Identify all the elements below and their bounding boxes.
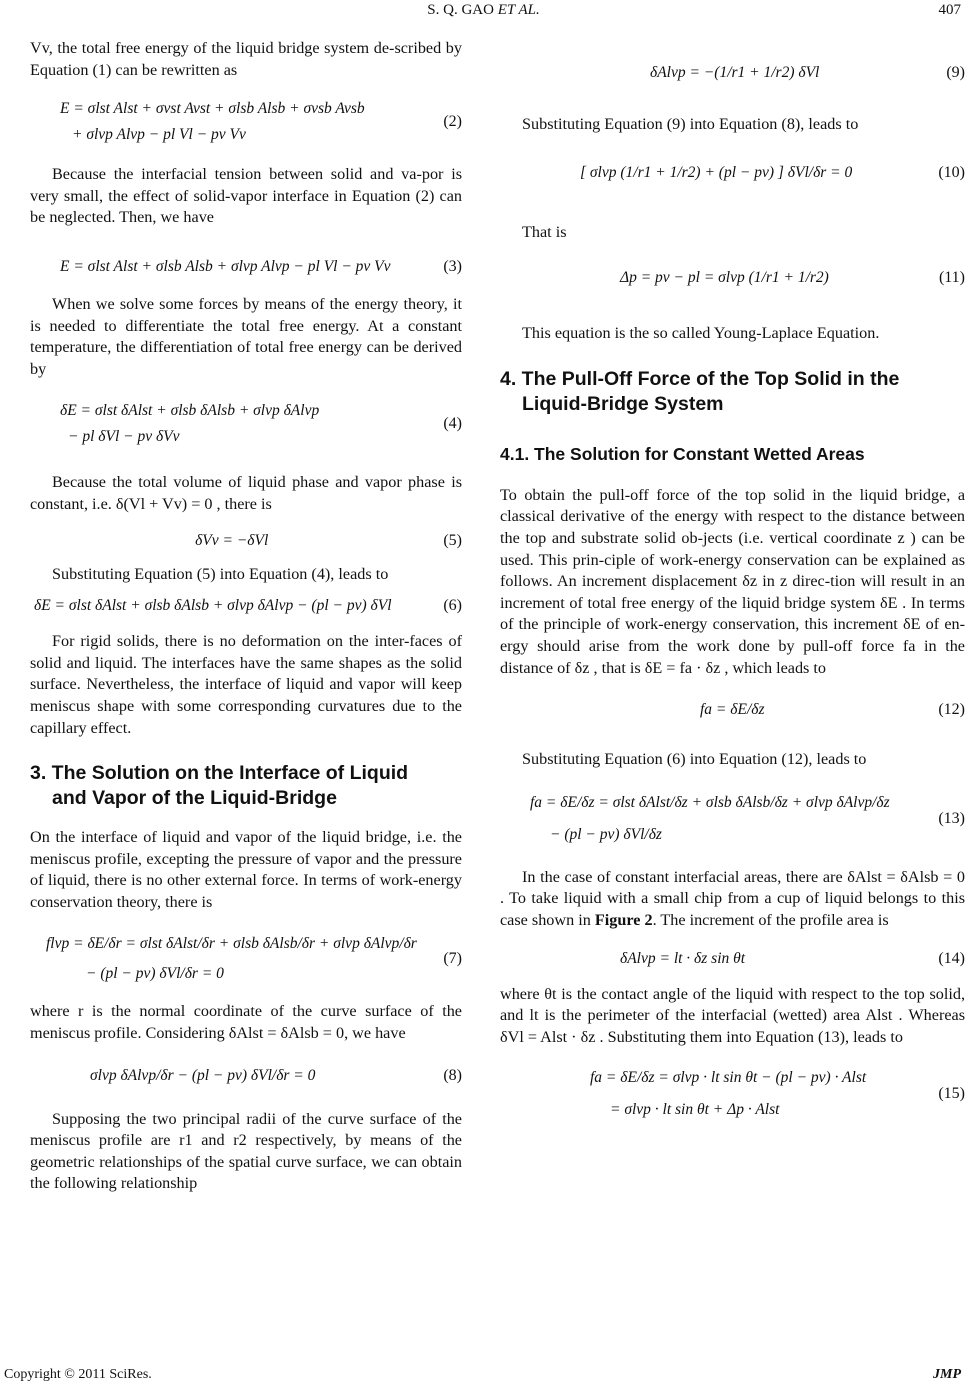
case-text: In the case of constant interfacial areas, there are δAlst = δAlsb = 0 . To take liquid with a small chip from a cup of liquid belongs to this case shown in: [500, 867, 965, 929]
eq8-number: (8): [443, 1066, 462, 1084]
eq7-number: (7): [443, 950, 462, 968]
para-constant-areas: [500, 867, 965, 932]
section-heading-3: [30, 761, 462, 811]
eq11-number: (11): [938, 269, 965, 287]
eq7-line2: − (pl − pv) δVl/δr = 0: [86, 965, 224, 983]
eq13-line2: − (pl − pv) δVl/δz: [550, 825, 662, 843]
eq15-line2: = σlvp · lt sin θt + Δp · Alst: [610, 1101, 780, 1119]
eq4-number: (4): [443, 415, 462, 433]
eq14-number: (14): [938, 949, 965, 967]
equation-3: [30, 254, 462, 280]
eq14-text: δAlvp = lt · δz sin θt: [620, 949, 746, 967]
equation-10: [500, 160, 965, 186]
eq15-line1: fa = δE/δz = σlvp · lt sin θt − (pl − pv) · Alst: [590, 1069, 867, 1087]
para-subst-5-4: Substituting Equation (5) into Equation (4), leads to: [52, 564, 389, 583]
para-subst-9-8: Substituting Equation (9) into Equation (8), leads to: [522, 115, 859, 133]
left-column: [30, 38, 462, 1195]
para-intro: Vv, the total free energy of the liquid bridge system de-scribed by Equation (1) can be rewritten as: [30, 39, 462, 79]
eq11-text: Δp = pv − pl = σlvp (1/r1 + 1/r2): [620, 269, 829, 287]
eq4-line1: δE = σlst δAlst + σlsb δAlsb + σlvp δAlvp: [60, 402, 320, 420]
eq9-text: δAlvp = −(1/r1 + 1/r2) δVl: [650, 64, 820, 81]
footer-journal: JMP: [933, 1367, 961, 1382]
subsection-heading-4-1: 4.1. The Solution for Constant Wetted Areas: [500, 443, 865, 464]
para-when: When we solve some forces by means of the energy theory, it is needed to differentiate the total free energy. At a constant temperature, the differentiation of total free energy can be derived by: [30, 294, 462, 378]
eq6-number: (6): [443, 597, 462, 615]
page-number: 407: [938, 2, 961, 18]
equation-15: [500, 1062, 965, 1126]
eq7-line1: flvp = δE/δr = σlst δAlst/δr + σlsb δAlsb/δr + σlvp δAlvp/δr: [46, 935, 417, 953]
running-header: [0, 2, 967, 19]
eq2-line1: E = σlst Alst + σvst Avst + σlsb Alsb + σvsb Avsb: [60, 100, 365, 118]
eq4-line2: − pl δVl − pv δVv: [68, 428, 180, 446]
para-subst-6-12: Substituting Equation (6) into Equation (12), leads to: [522, 750, 867, 769]
para-where-theta: where θt is the contact angle of the liquid with respect to the top solid, and lt is the perimeter of the interfacial (wetted) area Alst . Whereas δVl = Alst · δz . Substituting them into Equation (13), leads to: [500, 984, 965, 1046]
equation-4: [30, 398, 462, 450]
heading3-line1: 3. The Solution on the Interface of Liquid: [30, 762, 409, 785]
eq9-number: (9): [946, 64, 965, 81]
eq5-number: (5): [443, 531, 462, 549]
para-obtain: To obtain the pull-off force of the top solid in the liquid bridge, a classical derivative of the energy with respect to the distance between the top and substrate solid ob-jects (i.e. vertical coordinate z ) can be used. This prin-ciple of work-energy conservation can be explained as follows. An increment displacement δz in z direc-tion will result in an increment of total free energy of the liquid bridge system δE . In terms of the principle of work-energy conservation, this increment δE of en-ergy should arise from the work done by pull-off force fa in the distance of δz , that is δE = fa · δz , which leads to: [500, 485, 965, 677]
equation-9: [500, 60, 965, 86]
header-authors: S. Q. GAO: [427, 2, 494, 18]
eq3-number: (3): [443, 257, 462, 275]
equation-11: [500, 265, 965, 291]
eq10-number: (10): [938, 163, 965, 181]
figure-2-link[interactable]: Figure 2: [594, 910, 653, 929]
para-rigid: For rigid solids, there is no deformation on the inter-faces of solid and liquid. The interfaces have the same shapes as the solid surface. Nevertheless, the interface of liquid and vapor will keep meniscus shape with some corresponding curvatures due to the capillary effect.: [30, 632, 462, 737]
para-where-r: where r is the normal coordinate of the curve surface of the meniscus profile. Considering δAlst = δAlsb = 0, we have: [30, 1002, 462, 1043]
equation-7: [30, 929, 462, 989]
eq6-text: δE = σlst δAlst + σlsb δAlsb + σlvp δAlvp − (pl − pv) δVl: [34, 597, 392, 615]
equation-5: [30, 528, 462, 554]
eq13-line1: fa = δE/δz = σlst δAlst/δz + σlsb δAlsb/δz + σlvp δAlvp/δz: [530, 793, 890, 811]
right-column: [500, 50, 965, 1126]
heading3-line2: and Vapor of the Liquid-Bridge: [52, 787, 337, 810]
eq5-text: δVv = −δVl: [195, 531, 269, 549]
eq2-number: (2): [443, 113, 462, 131]
heading4-line2: Liquid-Bridge System: [522, 392, 724, 415]
equation-6: [30, 593, 462, 619]
eq13-number: (13): [938, 809, 965, 827]
eq12-number: (12): [938, 701, 965, 719]
para-that-is: That is: [522, 222, 567, 241]
header-etal: ET AL.: [497, 2, 540, 18]
para-because-tension: Because the interfacial tension between solid and va-por is very small, the effect of solid-vapor interface in Equation (2) can be neglected. Then, we have: [30, 165, 462, 227]
eq3-text: E = σlst Alst + σlsb Alsb + σlvp Alvp − pl Vl − pv Vv: [60, 257, 391, 275]
para-interface: On the interface of liquid and vapor of the liquid bridge, i.e. the meniscus profile, excepting the pressure of vapor and the pressure of liquid, there is no other external force. In terms of work-energy conservation theory, there is: [30, 828, 462, 911]
eq2-line2: + σlvp Alvp − pl Vl − pv Vv: [72, 126, 246, 144]
para-volume: Because the total volume of liquid phase and vapor phase is constant, i.e. δ(Vl + Vv) = 0 , there is: [30, 473, 462, 513]
eq12-text: fa = δE/δz: [700, 701, 765, 719]
footer-copyright: Copyright © 2011 SciRes.: [4, 1367, 152, 1382]
equation-2: [30, 96, 462, 148]
equation-14: [500, 946, 965, 972]
case-text-end: . The increment of the profile area is: [652, 910, 889, 929]
eq15-number: (15): [938, 1085, 965, 1103]
section-heading-4: [500, 367, 965, 417]
para-young-laplace: This equation is the so called Young-Laplace Equation.: [522, 324, 880, 343]
para-supposing: Supposing the two principal radii of the curve surface of the meniscus profile are r1 and r2 respectively, by means of the geometric relationships of the spatial curve surface, we can obtain the following relationship: [30, 1109, 462, 1193]
equation-12: [500, 697, 965, 723]
eq10-text: [ σlvp (1/r1 + 1/r2) + (pl − pv) ] δVl/δr = 0: [580, 163, 853, 181]
heading4-line1: 4. The Pull-Off Force of the Top Solid in the: [500, 367, 900, 390]
equation-8: [30, 1063, 462, 1089]
equation-13: [500, 787, 965, 851]
eq8-text: σlvp δAlvp/δr − (pl − pv) δVl/δr = 0: [90, 1066, 316, 1084]
